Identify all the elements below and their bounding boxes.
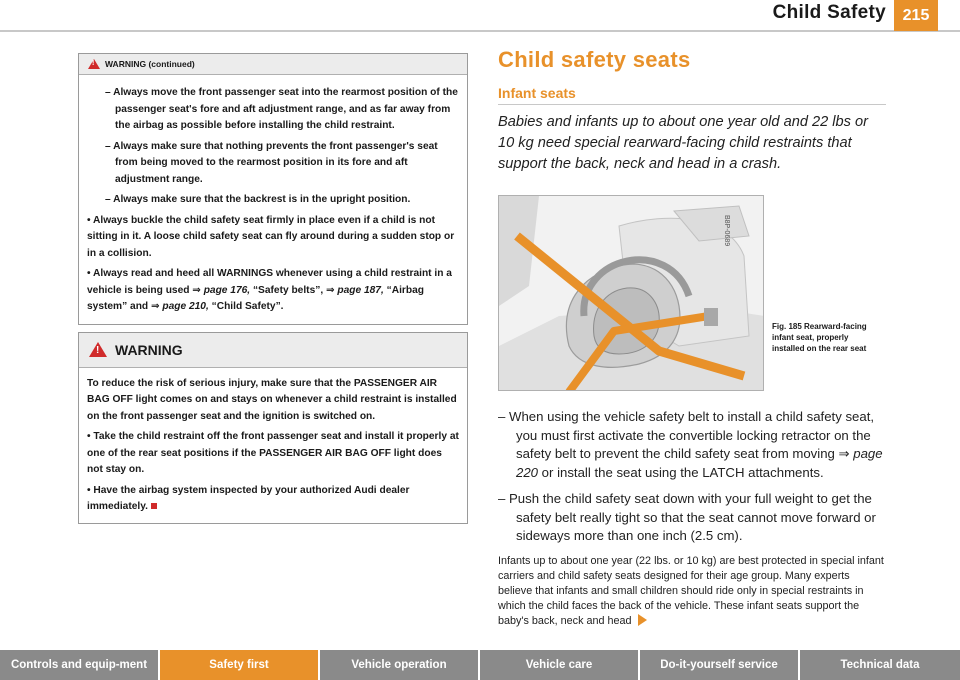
warning-item-last xyxy=(87,483,459,516)
warning-continued-box xyxy=(78,53,468,325)
warning-item: – Always move the front passenger seat into the rearmost position of the passenger seat's fore and aft adjustment range, and as far away from the airbag as possible before installing the child restraint. xyxy=(105,87,458,131)
warning-continued-body xyxy=(79,75,467,324)
ref-text: “Safety belts”, ⇒ xyxy=(250,284,338,296)
warning-triangle-icon xyxy=(89,342,107,357)
step-list xyxy=(498,408,886,546)
tab-safety-first[interactable]: Safety first xyxy=(160,650,320,680)
chapter-title: Child Safety xyxy=(772,2,886,23)
warning-body xyxy=(79,368,467,523)
tab-vehicle-operation[interactable]: Vehicle operation xyxy=(320,650,480,680)
subsection-title: Infant seats xyxy=(498,85,886,105)
body-paragraph xyxy=(498,554,886,629)
warning-item: – Always make sure that nothing prevents the front passenger's seat from being moved to the rearmost position in its fore and aft adjustment range. xyxy=(105,140,438,185)
warning-header xyxy=(79,333,467,368)
warning-item: • Always buckle the child safety seat firmly in place even if a child is not sitting in it. A loose child safety seat can fly around during a sudden stop or in a collision. xyxy=(87,214,455,259)
continued-arrow-icon xyxy=(638,614,647,626)
page-number: 215 xyxy=(894,0,938,31)
warning-item-references xyxy=(87,266,459,316)
warning-heading: WARNING xyxy=(115,341,183,358)
figure-caption: Fig. 185 Rearward-facing infant seat, properly installed on the rear seat xyxy=(772,322,867,353)
warning-item: To reduce the risk of serious injury, make sure that the PASSENGER AIR BAG OFF light comes on and stays on whenever a child restraint is installed on the front passenger seat and the ignition is switched on. xyxy=(87,377,457,422)
page-reference-link[interactable]: page 176, xyxy=(203,284,251,296)
step-item xyxy=(498,408,886,482)
page-reference-link[interactable]: page 210, xyxy=(162,301,209,312)
body-text: Infants up to about one year (22 lbs. or 10 kg) are best protected in special infant carriers and child safety seats designed for their age group. Many experts believe that infants and small children should ride only in special restraints in which the child faces the back of the vehicle. These infant seats support the baby's back, neck and head xyxy=(498,554,884,627)
warning-box xyxy=(78,332,468,524)
ref-text: “Airbag system” and ⇒ xyxy=(87,284,424,312)
tab-technical-data[interactable]: Technical data xyxy=(800,650,960,680)
step-text: or install the seat using the LATCH attachments. xyxy=(538,464,824,480)
tab-do-it-yourself-service[interactable]: Do-it-yourself service xyxy=(640,650,800,680)
warning-item-text: • Have the airbag system inspected by your authorized Audi dealer immediately. xyxy=(87,484,410,512)
chapter-tabs xyxy=(0,650,960,680)
figure xyxy=(498,195,886,391)
section-title: Child safety seats xyxy=(498,47,691,72)
tab-controls-and-equipment[interactable]: Controls and equip-ment xyxy=(0,650,160,680)
left-column xyxy=(78,53,468,524)
right-column xyxy=(498,47,886,629)
page-reference-link[interactable]: page 220 xyxy=(516,446,883,480)
tab-vehicle-care[interactable]: Vehicle care xyxy=(480,650,640,680)
step-item: – Push the child safety seat down with your full weight to get the safety belt really tight so that the seat cannot move forward or sideways more than one inch (2.5 cm). xyxy=(498,491,876,543)
warning-item: – Always make sure that the backrest is in the upright position. xyxy=(105,194,411,205)
header-rule xyxy=(0,30,960,32)
ref-text: “Child Safety”. xyxy=(208,301,284,312)
ref-text: • Always read and heed all WARNINGS whenever using a child restraint in a vehicle is being used ⇒ xyxy=(87,268,452,296)
figure-code: B8P-0689 xyxy=(723,215,730,247)
page-reference-link[interactable]: page 187, xyxy=(337,284,384,296)
warning-continued-header xyxy=(79,54,467,75)
intro-text: Babies and infants up to about one year old and 22 lbs or 10 kg need special rearward-facing child restraints that support the back, neck and head in a crash. xyxy=(498,114,868,172)
warning-triangle-icon xyxy=(88,59,100,69)
warning-continued-heading: WARNING (continued) xyxy=(105,59,195,69)
step-text: – When using the vehicle safety belt to install a child safety seat, you must first activate the convertible locking retractor on the safety belt to prevent the child safety seat from moving ⇒ xyxy=(498,409,875,461)
section-end-icon xyxy=(151,503,157,509)
warning-item: • Take the child restraint off the front passenger seat and install it properly at one of the rear seat positions if the PASSENGER AIR BAG OFF light does not stay on. xyxy=(87,431,459,475)
